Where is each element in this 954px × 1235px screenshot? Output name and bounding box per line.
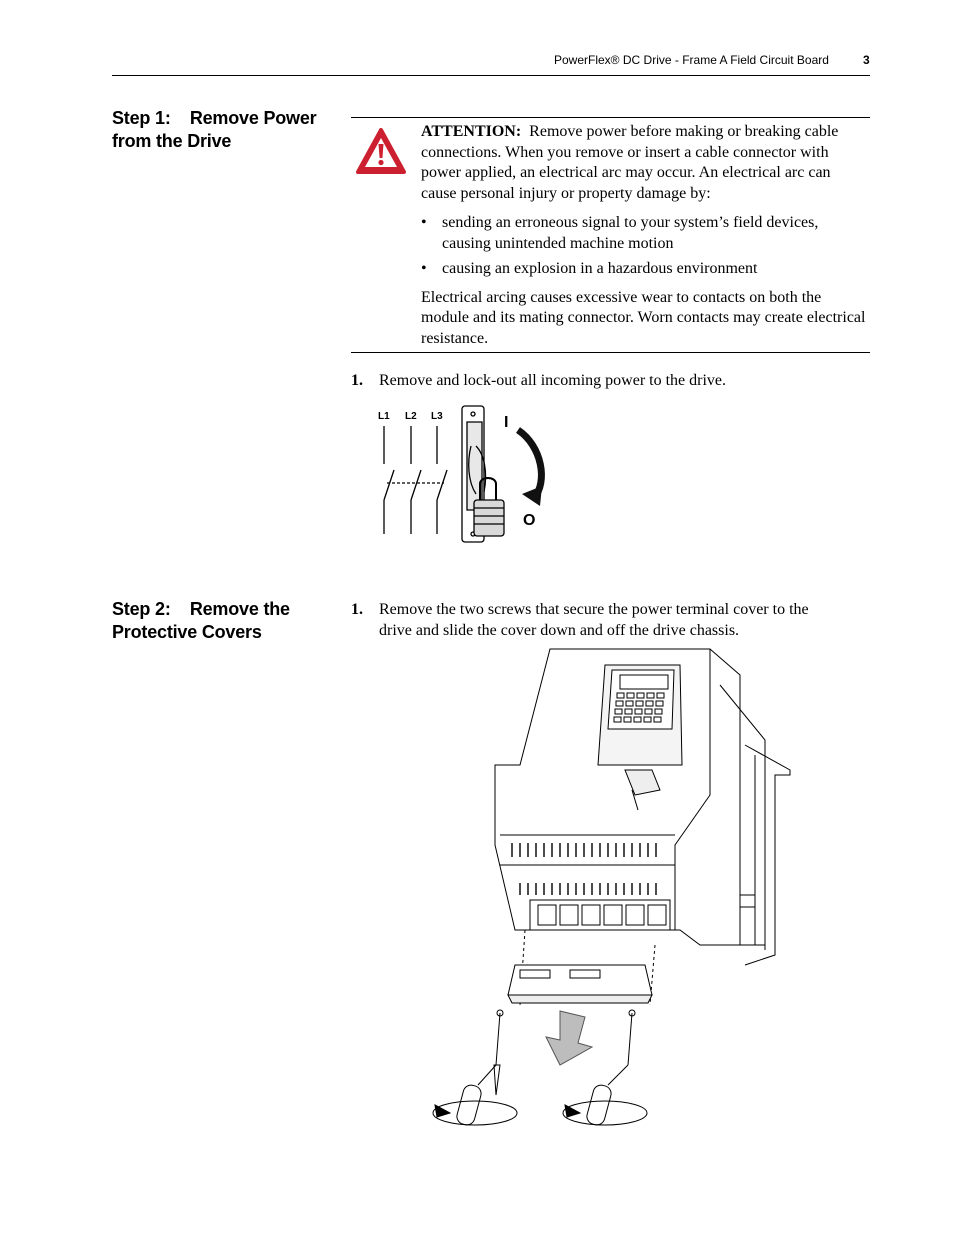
- lockout-figure: [372, 402, 552, 547]
- warning-triangle-icon: [355, 127, 407, 175]
- step1-heading: [112, 107, 316, 153]
- attention-top-rule: [351, 117, 870, 118]
- attention-label: ATTENTION:: [421, 123, 522, 140]
- attention-message: [421, 122, 870, 349]
- step2-heading-line1: Step 2: Remove the: [112, 599, 290, 619]
- attention-bullet: • causing an explosion in a hazardous environment: [421, 259, 870, 280]
- off-position-label: O: [523, 512, 536, 529]
- step1-item: [351, 371, 870, 392]
- line-label-l2: L2: [405, 411, 417, 422]
- attention-bullet-list: [421, 213, 870, 280]
- down-arrow-icon: [546, 1011, 592, 1065]
- drive-drawing: [420, 645, 800, 1135]
- page-number: 3: [863, 53, 870, 67]
- line-label-l3: L3: [431, 411, 443, 422]
- attention-bullet: • sending an erroneous signal to your system’s field devices, causing unintended machine motion: [421, 213, 870, 254]
- step1-heading-line2: from the Drive: [112, 131, 232, 151]
- step2-heading-line2: Protective Covers: [112, 622, 262, 642]
- running-header: PowerFlex® DC Drive - Frame A Field Circuit Board: [554, 53, 829, 67]
- step2-item-text: Remove the two screws that secure the power terminal cover to the drive and slide the cover down and off the drive chassis.: [379, 601, 809, 639]
- step1-item-number: 1.: [351, 372, 363, 389]
- attention-paragraph: [421, 122, 870, 204]
- step1-item-text: Remove and lock-out all incoming power to the drive.: [379, 372, 727, 389]
- attention-bottom-rule: [351, 352, 870, 353]
- step2-item: [351, 600, 870, 641]
- step1-heading-line1: Step 1: Remove Power: [112, 108, 317, 128]
- on-position-label: I: [504, 414, 509, 431]
- attention-text: Remove power before making or breaking cable connections. When you remove or insert a cable connector with power applied, an electrical arc may occur. An electrical arc can cause personal injury or property damage by:: [421, 123, 839, 202]
- drive-cover-removal-figure: [420, 645, 800, 1135]
- header-rule: [112, 75, 870, 76]
- disconnect-switch-drawing: [372, 402, 552, 547]
- step2-item-number: 1.: [351, 601, 363, 618]
- attention-closing: Electrical arcing causes excessive wear to contacts on both the module and its mating connector. Worn contacts may create electrical resistance.: [421, 288, 866, 347]
- line-label-l1: L1: [378, 411, 390, 422]
- step2-heading: [112, 598, 290, 644]
